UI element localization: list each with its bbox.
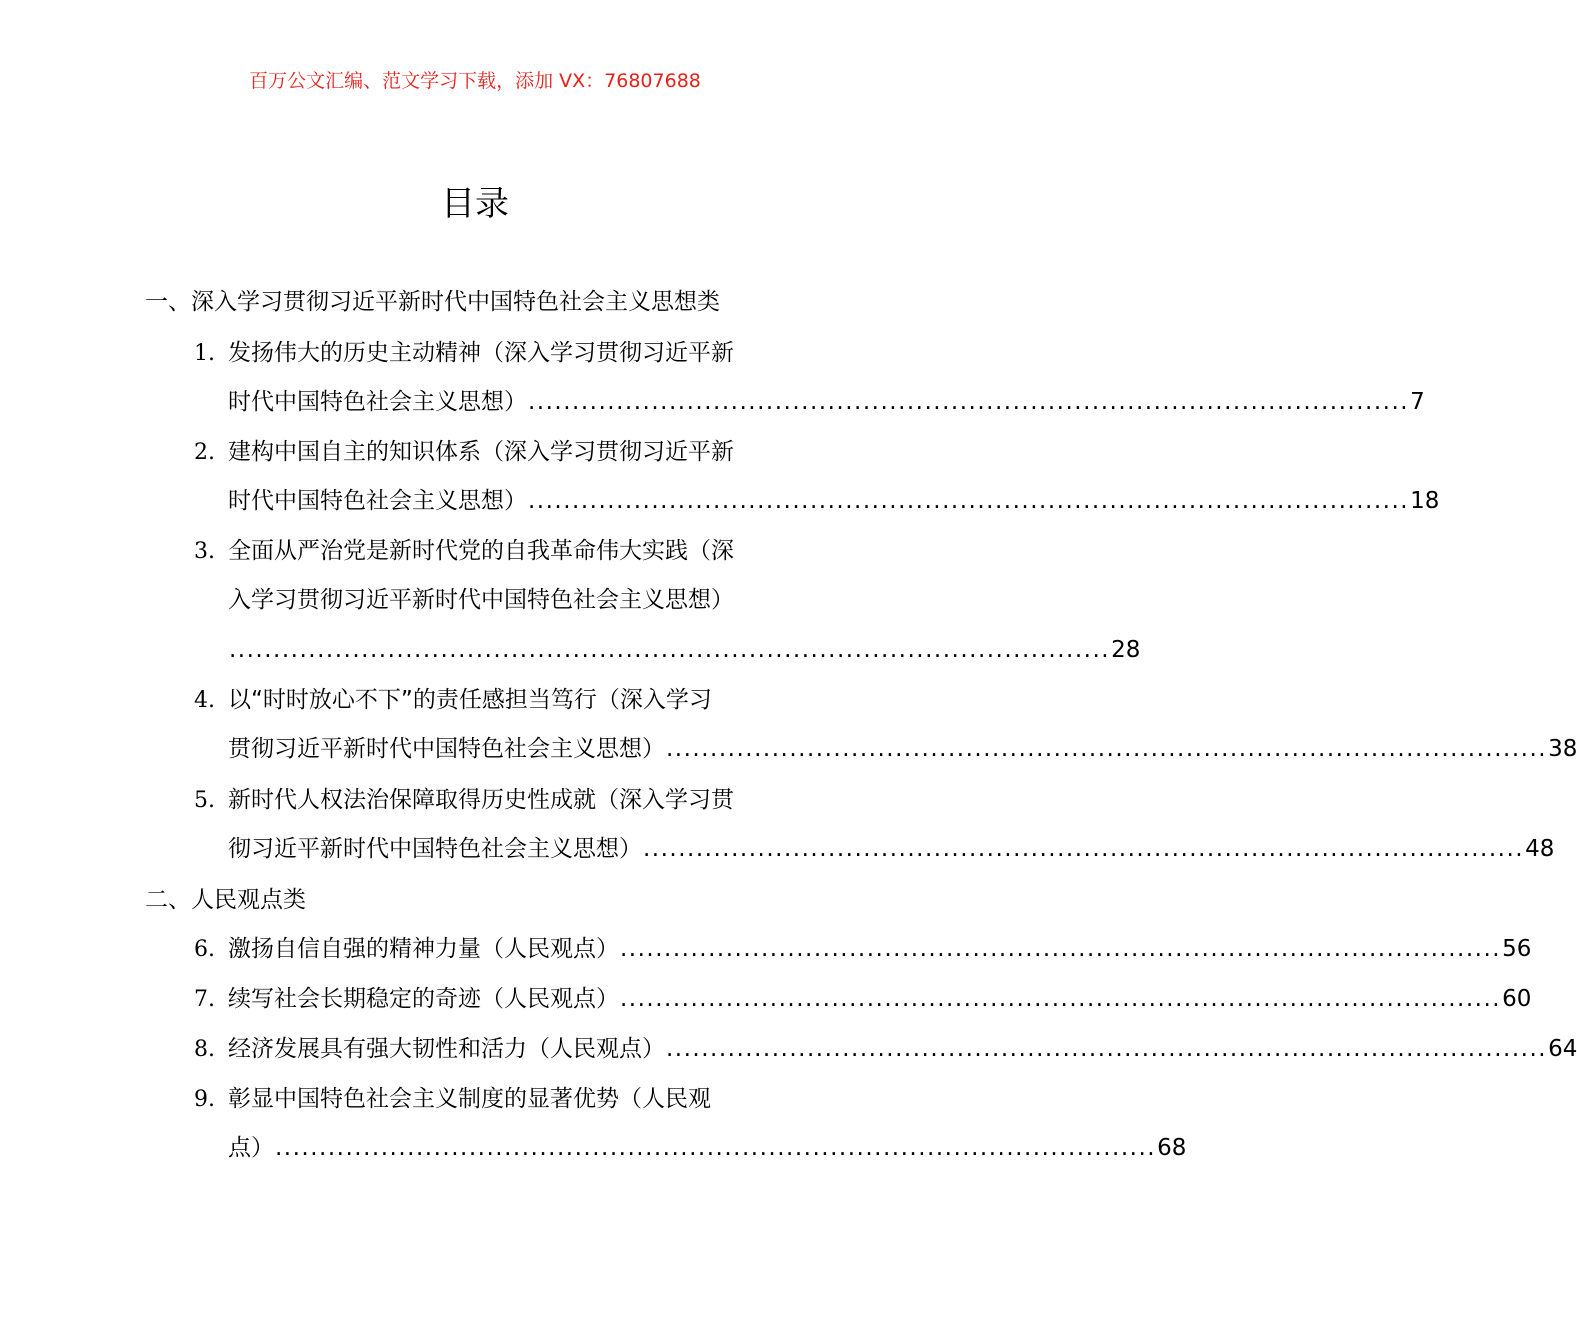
dot-leader: .................................................................................................... (620, 936, 1502, 962)
entry-8-leader[interactable] (228, 1031, 1577, 1067)
entry-2-leader[interactable] (228, 483, 1440, 519)
dot-leader: .................................................................................................... (666, 1036, 1548, 1062)
entry-2-title-line2: 时代中国特色社会主义思想） (228, 488, 527, 514)
dot-leader: .................................................................................................... (528, 389, 1410, 415)
entry-9-leader[interactable] (228, 1130, 1187, 1166)
page-title: 目录 (441, 184, 509, 224)
entry-7-title: 续写社会长期稳定的奇迹（人民观点） (228, 986, 619, 1012)
entry-9-title-line2: 点） (228, 1135, 274, 1161)
dot-leader: .................................................................................................... (275, 1135, 1157, 1161)
dot-leader: .................................................................................................... (643, 836, 1525, 862)
entry-5-title-line2: 彻习近平新时代中国特色社会主义思想） (228, 836, 642, 862)
section-heading-2: 二、人民观点类 (145, 887, 306, 913)
entry-1-page-number: 7 (1410, 389, 1425, 415)
entry-4-leader[interactable] (228, 731, 1577, 767)
watermark-notice: 百万公文汇编、范文学习下载，添加 VX：76807688 (249, 70, 701, 92)
entry-1-title-line2: 时代中国特色社会主义思想） (228, 389, 527, 415)
entry-6-leader[interactable] (228, 931, 1532, 967)
entry-2-number: 2. (194, 440, 215, 465)
dot-leader: .................................................................................................... (229, 637, 1111, 663)
entry-7-number: 7. (194, 987, 215, 1012)
entry-4-page-number: 38 (1548, 736, 1577, 762)
entry-7-leader[interactable] (228, 981, 1532, 1017)
entry-3-number: 3. (194, 539, 215, 564)
entry-4-title-line2: 贯彻习近平新时代中国特色社会主义思想） (228, 736, 665, 762)
entry-2-title-line1[interactable]: 建构中国自主的知识体系（深入学习贯彻习近平新 (228, 439, 734, 465)
entry-5-number: 5. (194, 788, 215, 813)
entry-3-leader[interactable] (228, 632, 1141, 668)
entry-9-page-number: 68 (1157, 1135, 1187, 1161)
entry-5-leader[interactable] (228, 831, 1555, 867)
entry-9-title-line1[interactable]: 彰显中国特色社会主义制度的显著优势（人民观 (228, 1086, 711, 1112)
entry-9-number: 9. (194, 1087, 215, 1112)
entry-3-page-number: 28 (1111, 637, 1141, 663)
section-heading-1: 一、深入学习贯彻习近平新时代中国特色社会主义思想类 (145, 289, 720, 315)
entry-5-title-line1[interactable]: 新时代人权法治保障取得历史性成就（深入学习贯 (228, 787, 734, 813)
entry-8-number: 8. (194, 1037, 215, 1062)
entry-1-title-line1[interactable]: 发扬伟大的历史主动精神（深入学习贯彻习近平新 (228, 340, 734, 366)
entry-6-page-number: 56 (1502, 936, 1532, 962)
entry-1-leader[interactable] (228, 384, 1425, 420)
entry-8-title: 经济发展具有强大韧性和活力（人民观点） (228, 1036, 665, 1062)
entry-3-title-line1[interactable]: 全面从严治党是新时代党的自我革命伟大实践（深 (228, 538, 734, 564)
entry-2-page-number: 18 (1410, 488, 1440, 514)
entry-7-page-number: 60 (1502, 986, 1532, 1012)
entry-4-title-line1[interactable]: 以“时时放心不下”的责任感担当笃行（深入学习 (228, 687, 712, 713)
entry-6-title: 激扬自信自强的精神力量（人民观点） (228, 936, 619, 962)
entry-8-page-number: 64 (1548, 1036, 1577, 1062)
dot-leader: .................................................................................................... (620, 986, 1502, 1012)
dot-leader: .................................................................................................... (528, 488, 1410, 514)
entry-4-number: 4. (194, 688, 215, 713)
entry-3-title-line2[interactable]: 入学习贯彻习近平新时代中国特色社会主义思想） (228, 587, 734, 613)
entry-1-number: 1. (194, 341, 215, 366)
entry-5-page-number: 48 (1525, 836, 1555, 862)
entry-6-number: 6. (194, 937, 215, 962)
dot-leader: .................................................................................................... (666, 736, 1548, 762)
